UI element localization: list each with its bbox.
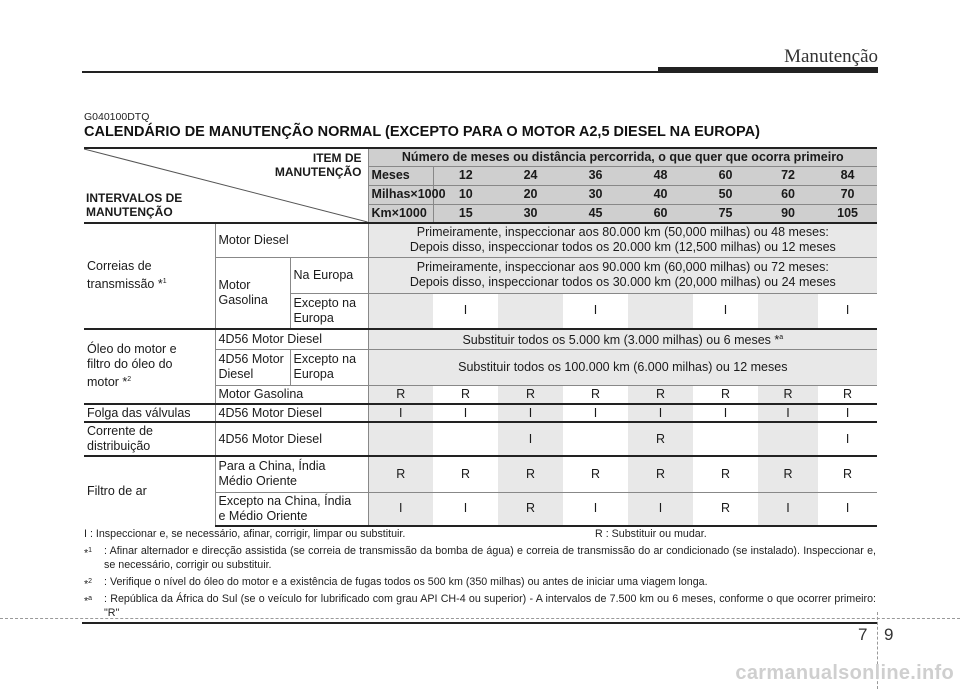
page-number-chapter: 7 [858,625,868,644]
legend-inspect: I : Inspeccionar e, se necessário, afinar, corrigir, limpar ou substituir. [84,528,406,540]
footnote-a: *$^a$ : República da África do Sul (se o veículo for lubrificado com grau API CH-4 ou superior) - A intervalos de 7.500 km ou 6 meses, conforme o que ocorrer primeiro: "R" [84,593,876,619]
item-header: ITEM DE MANUTENÇÃO [274,151,362,179]
months-row: Meses 12 24 36 48 60 72 84 [84,166,877,185]
interval-header: INTERVALOS DE MANUTENÇÃO [86,191,183,219]
oil-gas-row: Motor Gasolina R R R R R R R R [84,385,877,404]
header-rule [82,71,658,73]
air-filter-label: Filtro de ar [84,456,215,526]
footnote-2: *$^2$ : Verifique o nível do óleo do motor e a existência de fugas todos os 500 km (350 milhas) ou antes de iniciar uma viagem longa. [84,576,708,591]
document-code: G040100DTQ [84,111,150,123]
km-row: Km×1000 15 30 45 60 75 90 105 [84,204,877,223]
page-number: 9 [884,625,894,644]
oil-diesel2-text: Substituir todos os 100.000 km (6.000 milhas) ou 12 meses [368,349,877,385]
oil-label: Óleo do motor e filtro do óleo do motor *$^2$ [84,329,215,404]
air-filter-row-1: Filtro de ar Para a China, Índia Médio Oriente R R R R R R R R [84,456,877,492]
legend-replace: R : Substituir ou mudar. [595,528,707,540]
oil-diesel-text: Substituir todos os 5.000 km (3.000 milhas) ou 6 meses *$^a$ [368,329,877,349]
table-corner-header [84,148,368,223]
footnotes [84,527,876,623]
oil-diesel2-sub: Excepto na Europa [290,349,368,385]
page-title: CALENDÁRIO DE MANUTENÇÃO NORMAL (EXCEPTO PARA O MOTOR A2,5 DIESEL NA EUROPA) [84,124,760,140]
belt-europe-label: Na Europa [290,257,368,293]
footer-rule [82,622,878,624]
legend [84,527,876,541]
belt-diesel-label: Motor Diesel [215,223,368,257]
group-header: Número de meses ou distância percorrida, o que quer que ocorra primeiro [368,148,877,166]
footer-dashed-rule [0,618,960,619]
oil-diesel-label: 4D56 Motor Diesel [215,329,368,349]
header-bar [658,67,878,73]
section-title: Manutenção [784,46,878,67]
belt-other-row: Excepto na Europa I I I I [84,293,877,329]
footnote-1: *$^1$ : Afinar alternador e direcção assistida (se correia de transmissão da bomba de água) e correia de transmissão do ar condicionado (se instalado). Inspeccionar e, se necessário, corrigir ou substituir. [84,545,876,571]
maintenance-schedule-table [84,147,877,527]
air-filter-row-2: Excepto na China, Índia e Médio Oriente I I R I I R I I [84,492,877,526]
belt-label: Correias de transmissão *$^1$ [84,223,215,329]
oil-diesel2-label: 4D56 Motor Diesel [215,349,290,385]
valve-clearance-row: Folga das válvulas 4D56 Motor Diesel I I I I I I I I [84,404,877,422]
belt-gas-label: Motor Gasolina [215,257,290,329]
timing-chain-row: Corrente de distribuição 4D56 Motor Diesel I R I [84,422,877,456]
belt-diesel-text: Primeiramente, inspeccionar aos 80.000 km (50,000 milhas) ou 48 meses: Depois disso, inspeccionar todos os 20.000 km (12,500 milhas) ou 12 meses [368,223,877,257]
watermark: carmanualsonline.info [735,662,954,684]
belt-europe-text: Primeiramente, inspeccionar aos 90.000 km (60,000 milhas) ou 72 meses: Depois disso, inspeccionar todos os 30.000 km (20,000 milhas) ou 24 meses [368,257,877,293]
miles-row: Milhas×1000 10 20 30 40 50 60 70 [84,185,877,204]
